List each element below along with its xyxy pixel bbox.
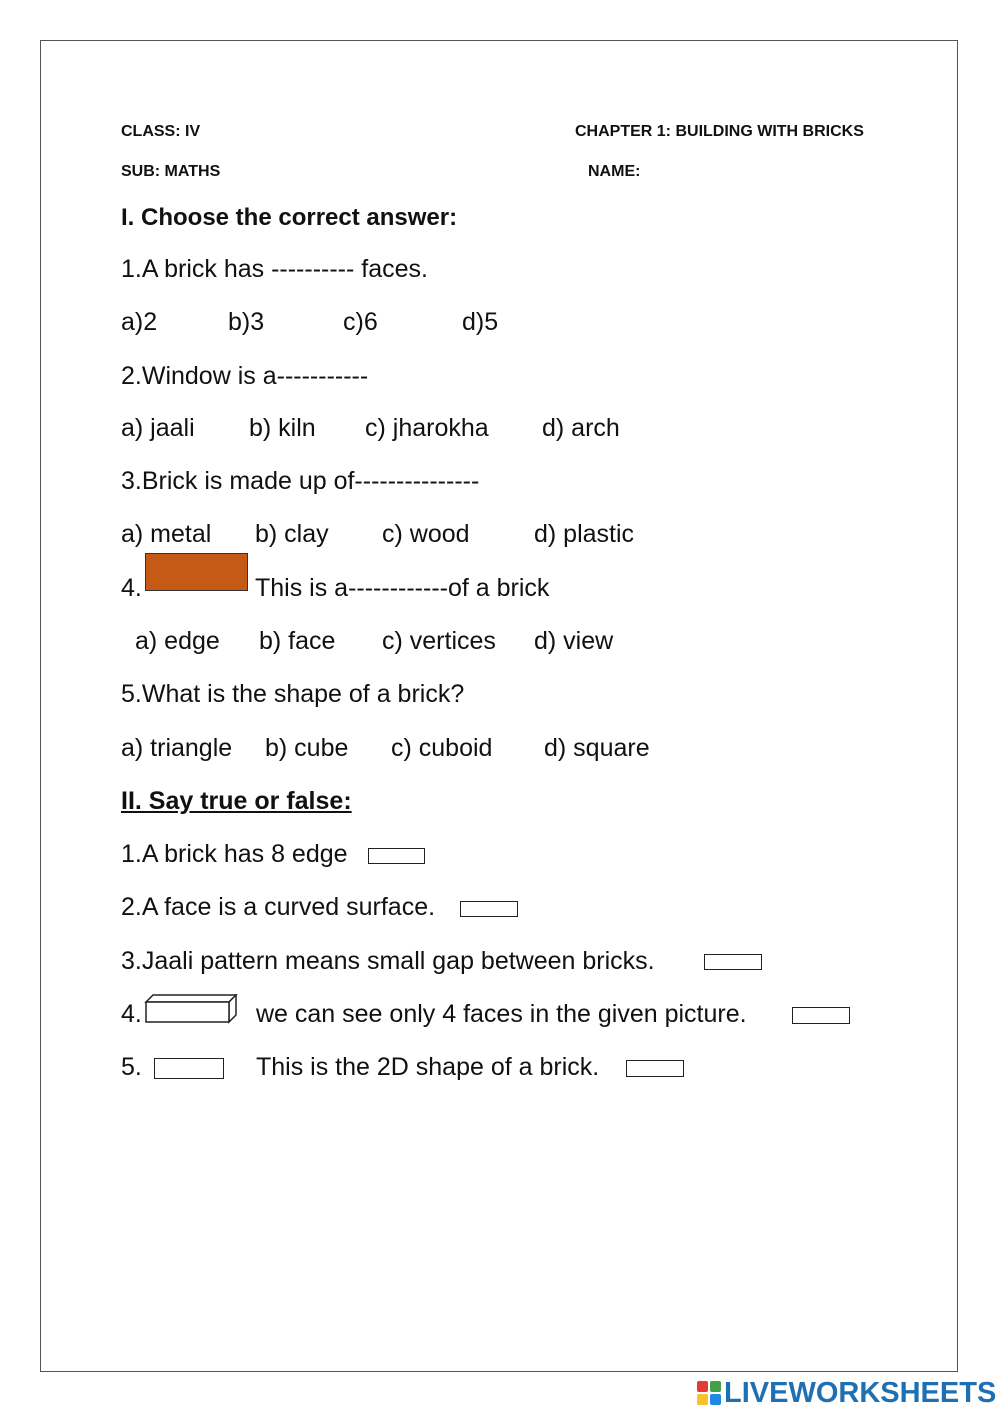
answer-box-5[interactable]	[626, 1060, 684, 1077]
statement-4-number: 4.	[121, 1000, 142, 1028]
option[interactable]: c) wood	[382, 520, 470, 548]
option[interactable]: a) triangle	[121, 734, 233, 762]
option[interactable]: d) plastic	[534, 520, 635, 548]
answer-box-3[interactable]	[704, 954, 762, 970]
option[interactable]: c) cuboid	[391, 734, 493, 762]
chapter-title: CHAPTER 1: BUILDING WITH BRICKS	[575, 123, 864, 140]
subject-label: SUB: MATHS	[121, 163, 221, 180]
option[interactable]: a)2	[121, 308, 158, 336]
option[interactable]: a) jaali	[121, 414, 195, 442]
option[interactable]: c) vertices	[382, 627, 496, 655]
brick-2d-shape-image	[154, 1058, 224, 1079]
option[interactable]: b) clay	[255, 520, 329, 548]
statement-1: 1.A brick has 8 edge	[121, 840, 348, 868]
option[interactable]: b) kiln	[249, 414, 316, 442]
statement-2: 2.A face is a curved surface.	[121, 893, 436, 921]
statement-5: This is the 2D shape of a brick.	[256, 1053, 600, 1081]
question-5: 5.What is the shape of a brick?	[121, 680, 465, 708]
option[interactable]: b) face	[259, 627, 336, 655]
question-4: This is a------------of a brick	[255, 574, 550, 602]
question-1: 1.A brick has ---------- faces.	[121, 255, 428, 283]
statement-3: 3.Jaali pattern means small gap between bricks.	[121, 947, 655, 975]
brand-name: LIVEWORKSHEETS	[724, 1376, 997, 1409]
question-3: 3.Brick is made up of---------------	[121, 467, 480, 495]
statement-5-number: 5.	[121, 1053, 142, 1081]
liveworksheets-logo	[697, 1376, 996, 1410]
section-2-title: II. Say true or false:	[121, 787, 352, 815]
option[interactable]: d) view	[534, 627, 614, 655]
statement-4: we can see only 4 faces in the given picture.	[256, 1000, 747, 1028]
question-2: 2.Window is a-----------	[121, 362, 369, 390]
name-label: NAME:	[588, 163, 641, 180]
option[interactable]: d) square	[544, 734, 650, 762]
answer-box-4[interactable]	[792, 1007, 850, 1024]
question-4-number: 4.	[121, 574, 142, 602]
option[interactable]: d)5	[462, 308, 499, 336]
logo-tiles-icon	[697, 1381, 721, 1405]
class-label: CLASS: IV	[121, 123, 201, 140]
option[interactable]: b)3	[228, 308, 265, 336]
option[interactable]: d) arch	[542, 414, 620, 442]
answer-box-2[interactable]	[460, 901, 518, 917]
answer-box-1[interactable]	[368, 848, 425, 864]
option[interactable]: a) metal	[121, 520, 212, 548]
option[interactable]: c) jharokha	[365, 414, 489, 442]
option[interactable]: c)6	[343, 308, 378, 336]
option[interactable]: b) cube	[265, 734, 349, 762]
option[interactable]: a) edge	[135, 627, 220, 655]
brick-face-image	[145, 553, 248, 591]
section-1-title: I. Choose the correct answer:	[121, 204, 458, 231]
cuboid-brick-image	[144, 994, 238, 1024]
